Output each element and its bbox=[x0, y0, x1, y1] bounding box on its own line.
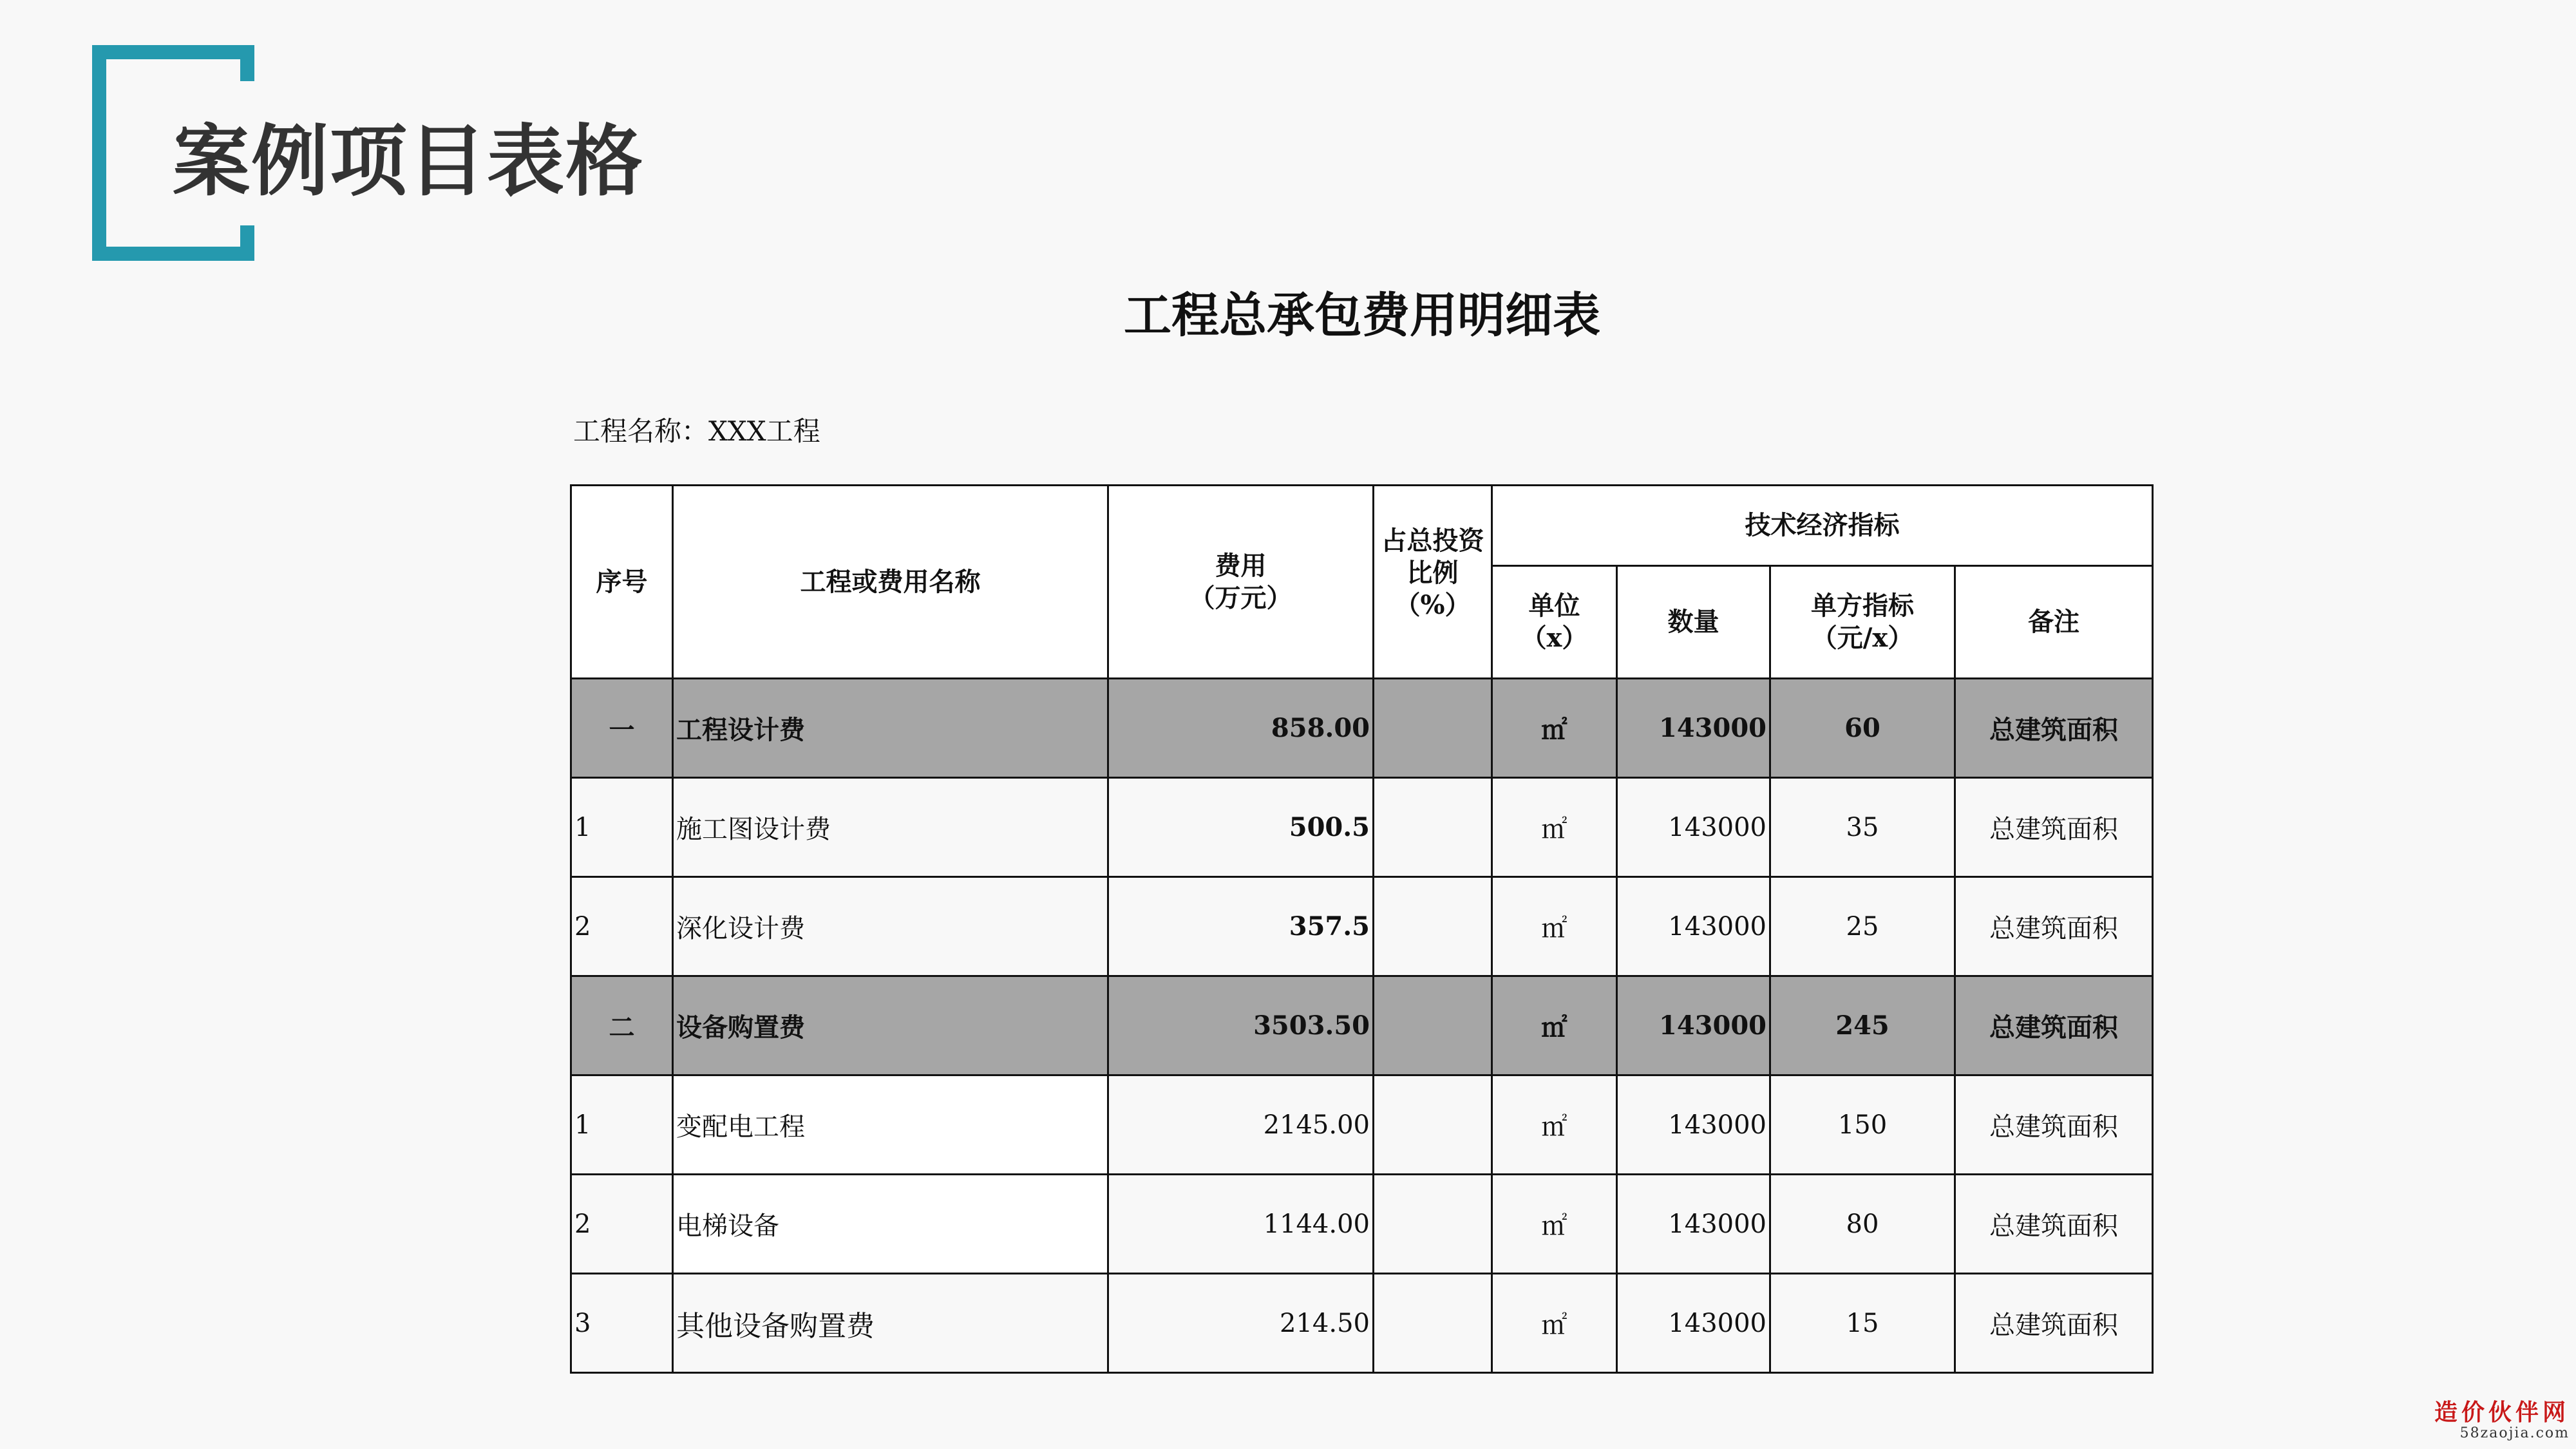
header-index-line1: 单方指标 bbox=[1811, 591, 1914, 621]
table-row bbox=[571, 679, 2153, 778]
cell-ratio bbox=[1374, 1274, 1492, 1373]
cell-qty: 143000 bbox=[1617, 778, 1770, 877]
cell-unit: ㎡ bbox=[1492, 679, 1617, 778]
cell-cost: 214.50 bbox=[1108, 1274, 1374, 1373]
cell-seq: 2 bbox=[571, 1175, 673, 1274]
cell-note: 总建筑面积 bbox=[1955, 877, 2153, 976]
cell-ratio bbox=[1374, 1175, 1492, 1274]
cell-qty: 143000 bbox=[1617, 1175, 1770, 1274]
cell-seq: 二 bbox=[571, 976, 673, 1075]
cell-note: 总建筑面积 bbox=[1955, 778, 2153, 877]
cost-detail-table bbox=[570, 484, 2154, 1374]
cell-cost: 500.5 bbox=[1108, 778, 1374, 877]
cell-seq: 3 bbox=[571, 1274, 673, 1373]
header-tech-group: 技术经济指标 bbox=[1492, 486, 2153, 566]
cell-qty: 143000 bbox=[1617, 877, 1770, 976]
cell-note: 总建筑面积 bbox=[1955, 679, 2153, 778]
header-ratio-line3: （%） bbox=[1394, 590, 1471, 620]
header-ratio-line2: 比例 bbox=[1406, 558, 1459, 588]
cell-ratio bbox=[1374, 679, 1492, 778]
cell-index: 80 bbox=[1770, 1175, 1955, 1274]
table-row bbox=[571, 976, 2153, 1075]
header-qty: 数量 bbox=[1617, 566, 1770, 679]
cell-name: 其他设备购置费 bbox=[673, 1274, 1108, 1373]
cell-name: 设备购置费 bbox=[673, 976, 1108, 1075]
table-row bbox=[571, 877, 2153, 976]
header-cost-line2: （万元） bbox=[1189, 582, 1293, 613]
cell-cost: 3503.50 bbox=[1108, 976, 1374, 1075]
cell-unit: ㎡ bbox=[1492, 1274, 1617, 1373]
cell-note: 总建筑面积 bbox=[1955, 1175, 2153, 1274]
header-ratio-line1: 占总投资 bbox=[1381, 526, 1484, 556]
cell-index: 35 bbox=[1770, 778, 1955, 877]
cell-index: 150 bbox=[1770, 1075, 1955, 1175]
cell-unit: ㎡ bbox=[1492, 778, 1617, 877]
cell-index: 245 bbox=[1770, 976, 1955, 1075]
title-bracket-decoration-top bbox=[240, 45, 254, 81]
cell-seq: 1 bbox=[571, 778, 673, 877]
table-row bbox=[571, 1075, 2153, 1175]
cell-index: 25 bbox=[1770, 877, 1955, 976]
header-unit-line1: 单位 bbox=[1528, 591, 1580, 621]
cell-seq: 一 bbox=[571, 679, 673, 778]
cell-unit: ㎡ bbox=[1492, 877, 1617, 976]
header-name: 工程或费用名称 bbox=[673, 486, 1108, 679]
header-cost-line1: 费用 bbox=[1215, 550, 1267, 581]
cell-index: 60 bbox=[1770, 679, 1955, 778]
title-bracket-decoration-bottom bbox=[240, 225, 254, 261]
cell-index: 15 bbox=[1770, 1274, 1955, 1373]
cell-qty: 143000 bbox=[1617, 1075, 1770, 1175]
cell-ratio bbox=[1374, 976, 1492, 1075]
cell-name: 工程设计费 bbox=[673, 679, 1108, 778]
cell-unit: ㎡ bbox=[1492, 976, 1617, 1075]
cell-cost: 2145.00 bbox=[1108, 1075, 1374, 1175]
cell-cost: 357.5 bbox=[1108, 877, 1374, 976]
header-unit-line2: （x） bbox=[1520, 623, 1588, 653]
table-title: 工程总承包费用明细表 bbox=[1124, 288, 1600, 343]
header-seq: 序号 bbox=[571, 486, 673, 679]
cell-unit: ㎡ bbox=[1492, 1175, 1617, 1274]
header-index bbox=[1770, 566, 1955, 679]
table-row bbox=[571, 1274, 2153, 1373]
project-name: 工程名称：XXX工程 bbox=[573, 415, 820, 447]
cell-qty: 143000 bbox=[1617, 1274, 1770, 1373]
table-row bbox=[571, 778, 2153, 877]
watermark-brand: 造价伙伴网 bbox=[2434, 1399, 2570, 1426]
watermark-url: 58zaojia.com bbox=[2459, 1425, 2570, 1441]
cell-name: 施工图设计费 bbox=[673, 778, 1108, 877]
header-cost bbox=[1108, 486, 1374, 679]
header-unit bbox=[1492, 566, 1617, 679]
cell-ratio bbox=[1374, 1075, 1492, 1175]
cell-note: 总建筑面积 bbox=[1955, 976, 2153, 1075]
cell-qty: 143000 bbox=[1617, 976, 1770, 1075]
watermark-logo bbox=[2434, 1400, 2570, 1441]
cell-note: 总建筑面积 bbox=[1955, 1274, 2153, 1373]
table-row bbox=[571, 1175, 2153, 1274]
cell-note: 总建筑面积 bbox=[1955, 1075, 2153, 1175]
header-ratio bbox=[1374, 486, 1492, 679]
cell-name: 变配电工程 bbox=[673, 1075, 1108, 1175]
cell-name: 电梯设备 bbox=[673, 1175, 1108, 1274]
header-note: 备注 bbox=[1955, 566, 2153, 679]
cell-cost: 858.00 bbox=[1108, 679, 1374, 778]
cell-name: 深化设计费 bbox=[673, 877, 1108, 976]
cell-qty: 143000 bbox=[1617, 679, 1770, 778]
cell-seq: 2 bbox=[571, 877, 673, 976]
header-index-line2: （元/x） bbox=[1811, 623, 1914, 653]
cell-cost: 1144.00 bbox=[1108, 1175, 1374, 1274]
cell-seq: 1 bbox=[571, 1075, 673, 1175]
slide-title: 案例项目表格 bbox=[173, 117, 644, 207]
cell-ratio bbox=[1374, 877, 1492, 976]
cell-ratio bbox=[1374, 778, 1492, 877]
cell-unit: ㎡ bbox=[1492, 1075, 1617, 1175]
